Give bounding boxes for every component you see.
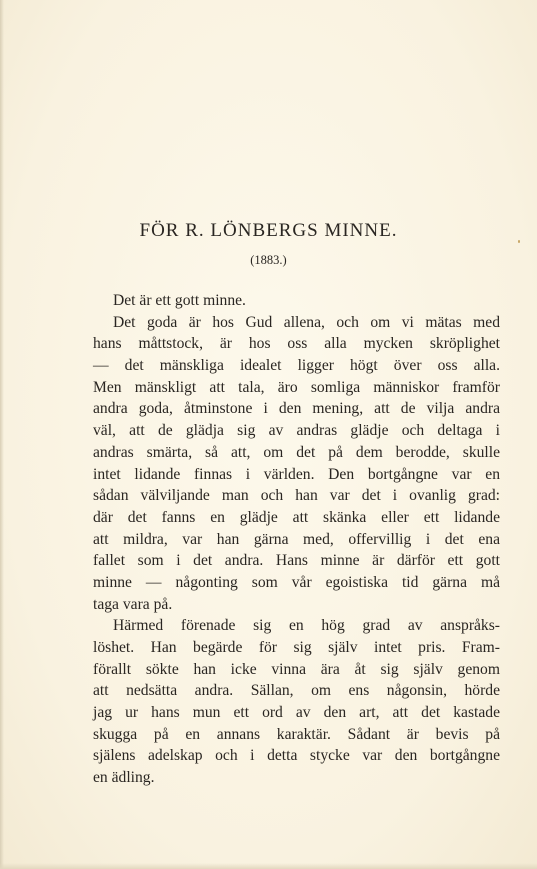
text-line: andra goda, åtminstone i den mening, att de vilja andra [93, 400, 500, 418]
text-line: att nedsätta andra. Sällan, om ens någonsin, hörde [93, 682, 500, 700]
text-line: själens adelskap och i detta stycke var den bortgångne [93, 747, 500, 765]
text-line: sådan välviljande man och han var det i ovanlig grad: [93, 487, 500, 505]
text-line: intet lidande finnas i världen. Den bortgångne var en [93, 465, 500, 483]
text-line: fallet som i det andra. Hans minne är därför ett gott [93, 552, 500, 570]
text-line: Men mänskligt att tala, äro somliga människor framför [93, 378, 500, 396]
text-line: jag ur hans mun ett ord av den art, att det kastade [93, 704, 500, 722]
page-bottom-edge [0, 863, 537, 869]
text-line: där det fanns en glädje att skänka eller ett lidande [93, 508, 500, 526]
chapter-year: (1883.) [250, 253, 287, 267]
text-line: andras smärta, så att, om det på dem berodde, skulle [93, 443, 500, 461]
text-line: löshet. Han begärde för sig själv intet pris. Fram- [93, 639, 500, 656]
text-line: minne — någonting som vår egoistiska tid gärna må [93, 573, 500, 591]
text-line: förallt sökte han icke vinna ära åt sig själv genom [93, 660, 500, 678]
text-line: en ädling. [93, 769, 155, 787]
text-line: Det är ett gott minne. [113, 292, 246, 309]
text-line: — det mänskliga idealet ligger högt över oss alla. [93, 357, 500, 375]
text-line: Härmed förenade sig en hög grad av anspråks- [113, 617, 500, 635]
page-left-edge [0, 0, 4, 869]
text-line: Det goda är hos Gud allena, och om vi mätas med [113, 313, 500, 331]
chapter-title: FÖR R. LÖNBERGS MINNE. [139, 220, 398, 241]
text-line: att mildra, var han gärna med, offervillig i det ena [93, 530, 500, 548]
text-line: väl, att de glädja sig av andras glädje och deltaga i [93, 422, 500, 440]
text-line: hans måttstock, är hos oss alla mycken skröplighet [93, 335, 500, 353]
body-text [93, 290, 500, 789]
text-line: taga vara på. [93, 595, 173, 613]
text-line: skugga på en annans karaktär. Sådant är bevis på [93, 725, 500, 743]
